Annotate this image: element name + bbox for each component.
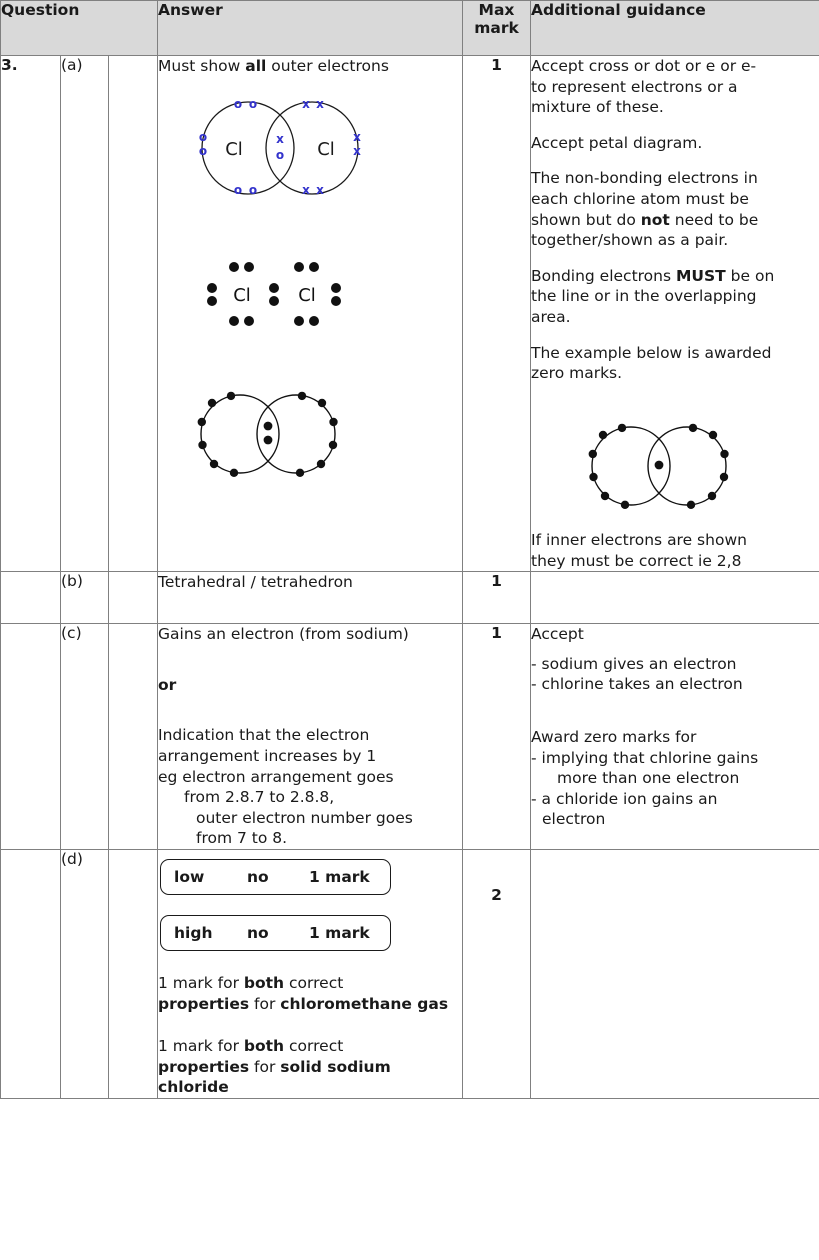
guidance-text: Bonding electrons <box>531 266 676 285</box>
note-text: 1 mark for <box>158 974 244 993</box>
question-part-d: (d) <box>61 850 109 1099</box>
guidance-line: The non-bonding electrons in <box>531 169 758 188</box>
svg-text:x: x <box>276 131 284 146</box>
heading-text-1: Must show <box>158 57 246 75</box>
guidance-line: Accept cross or dot or e or e- <box>531 57 757 75</box>
question-number-blank-b <box>1 572 61 624</box>
option-box-high-mark: 1 mark <box>309 923 370 942</box>
answer-line: from 2.8.7 to 2.8.8, <box>184 788 335 807</box>
answer-cell-3a <box>158 56 463 572</box>
note-text: 1 mark for <box>158 1037 244 1056</box>
svg-text:Cl: Cl <box>298 284 316 306</box>
table-row-3b <box>1 572 819 624</box>
note-text: for <box>249 994 281 1013</box>
answer-line: from 7 to 8. <box>196 829 288 848</box>
guidance-text: need to be <box>669 210 759 229</box>
question-sub-c <box>109 624 158 850</box>
answer-heading-3a <box>158 56 462 77</box>
guidance-footer-line-1: If inner electrons are shown <box>531 530 747 549</box>
answer-line: arrangement increases by 1 <box>158 746 377 765</box>
option-box-high-conducts: no <box>247 923 269 942</box>
option-box-high-property: high <box>174 923 213 942</box>
svg-text:x: x <box>353 129 361 144</box>
heading-text-2: outer electrons <box>266 57 389 75</box>
table-header-row <box>1 1 819 56</box>
guidance-line <box>531 210 819 231</box>
guidance-zero-item: - a chloride ion gains an <box>531 789 718 808</box>
note-text: correct <box>284 974 344 993</box>
answer-cell-3b <box>158 572 463 624</box>
guidance-accept-item: - sodium gives an electron <box>531 654 737 673</box>
note-bold-substance-cont: chloride <box>158 1078 229 1097</box>
note-bold-substance: chloromethane gas <box>280 994 449 1013</box>
note-bold-both: both <box>243 974 285 993</box>
guidance-zero-item: - implying that chlorine gains <box>531 748 759 767</box>
lewis-dot-structure-cl2 <box>204 258 344 330</box>
note-bold-substance: solid sodium <box>280 1057 391 1076</box>
svg-text:Cl: Cl <box>225 138 243 160</box>
question-part-c: (c) <box>61 624 109 850</box>
option-box-low-conducts: no <box>247 867 269 886</box>
svg-text:o: o <box>233 96 243 111</box>
question-part-a: (a) <box>61 56 109 572</box>
answer-cell-3d <box>158 850 463 1099</box>
question-number-3: 3. <box>1 56 61 572</box>
answer-cell-3c <box>158 624 463 850</box>
guidance-accept-item: - chlorine takes an electron <box>531 675 743 694</box>
option-box-low-property: low <box>174 867 205 886</box>
question-number-blank-c <box>1 624 61 850</box>
column-header-additional-guidance: Additional guidance <box>531 1 819 56</box>
svg-text:Cl: Cl <box>233 284 251 306</box>
guidance-line: The example below is awarded <box>531 343 772 362</box>
column-header-answer: Answer <box>158 1 463 56</box>
heading-bold-all: all <box>245 57 267 75</box>
column-header-max-mark <box>463 1 531 56</box>
svg-text:x: x <box>353 143 361 158</box>
guidance-line: to represent electrons or a <box>531 77 738 96</box>
guidance-text: be on <box>725 266 775 285</box>
max-mark-3a: 1 <box>463 56 531 572</box>
guidance-bold-must: MUST <box>676 266 726 285</box>
note-bold-properties: properties <box>158 1057 250 1076</box>
option-box-low <box>160 859 391 895</box>
svg-text:o: o <box>248 182 258 197</box>
question-part-b: (b) <box>61 572 109 624</box>
answer-line: outer electron number goes <box>196 808 413 827</box>
answer-text-3b: Tetrahedral / tetrahedron <box>158 573 353 592</box>
answer-line: Indication that the electron <box>158 726 370 745</box>
table-row-3d <box>1 850 819 1099</box>
guidance-line <box>531 266 819 287</box>
question-sub-b <box>109 572 158 624</box>
max-mark-line-1: Max <box>478 1 515 19</box>
guidance-zero-item-cont: electron <box>542 810 606 829</box>
overlapping-circles-two-shared-dots <box>188 388 348 480</box>
guidance-line: area. <box>531 308 571 327</box>
column-header-question: Question <box>1 1 158 56</box>
guidance-line: zero marks. <box>531 364 623 383</box>
guidance-line: Accept petal diagram. <box>531 133 703 152</box>
guidance-zero-heading: Award zero marks for <box>531 727 697 746</box>
svg-text:o: o <box>248 96 258 111</box>
svg-text:x: x <box>302 96 310 111</box>
answer-line: eg electron arrangement goes <box>158 767 394 786</box>
table-row-3a <box>1 56 819 572</box>
question-sub-a <box>109 56 158 572</box>
answer-or-word <box>158 675 462 696</box>
guidance-zero-item-cont: more than one electron <box>557 769 740 788</box>
answer-line: Gains an electron (from sodium) <box>158 625 409 644</box>
svg-text:o: o <box>233 182 243 197</box>
guidance-text: shown but do <box>531 210 641 229</box>
guidance-cell-3b <box>531 572 819 624</box>
table-row-3c <box>1 624 819 850</box>
answer-or-bold: or <box>158 675 177 694</box>
guidance-footer-line-2: they must be correct ie 2,8 <box>531 551 742 570</box>
answer-note-1 <box>158 973 462 1014</box>
overlapping-circles-one-shared-dot <box>579 420 739 512</box>
max-mark-line-2: mark <box>474 19 519 38</box>
svg-text:o: o <box>275 147 285 162</box>
max-mark-3d: 2 <box>463 850 531 1099</box>
svg-text:x: x <box>316 182 324 197</box>
max-mark-3b: 1 <box>463 572 531 624</box>
option-box-low-mark: 1 mark <box>309 867 370 886</box>
note-text: for <box>249 1057 281 1076</box>
max-mark-3c: 1 <box>463 624 531 850</box>
guidance-bold-not: not <box>640 210 670 229</box>
guidance-line: together/shown as a pair. <box>531 231 729 250</box>
question-number-blank-d <box>1 850 61 1099</box>
note-text: correct <box>284 1037 344 1056</box>
option-box-high <box>160 915 391 951</box>
guidance-line: each chlorine atom must be <box>531 190 749 209</box>
answer-note-2 <box>158 1036 462 1098</box>
svg-text:x: x <box>316 96 324 111</box>
dot-cross-overlapping-circles-cl2 <box>186 91 386 206</box>
question-sub-d <box>109 850 158 1099</box>
svg-text:o: o <box>198 143 208 158</box>
guidance-cell-3c <box>531 624 819 850</box>
guidance-line: the line or in the overlapping <box>531 287 757 306</box>
note-bold-both: both <box>243 1037 285 1056</box>
guidance-line: mixture of these. <box>531 98 664 117</box>
svg-text:x: x <box>302 182 310 197</box>
guidance-accept-heading: Accept <box>531 625 584 644</box>
guidance-cell-3d <box>531 850 819 1099</box>
svg-text:Cl: Cl <box>317 138 335 160</box>
guidance-cell-3a <box>531 56 819 572</box>
note-bold-properties: properties <box>158 994 250 1013</box>
svg-text:o: o <box>198 129 208 144</box>
answer-diagrams-3a <box>158 91 462 480</box>
